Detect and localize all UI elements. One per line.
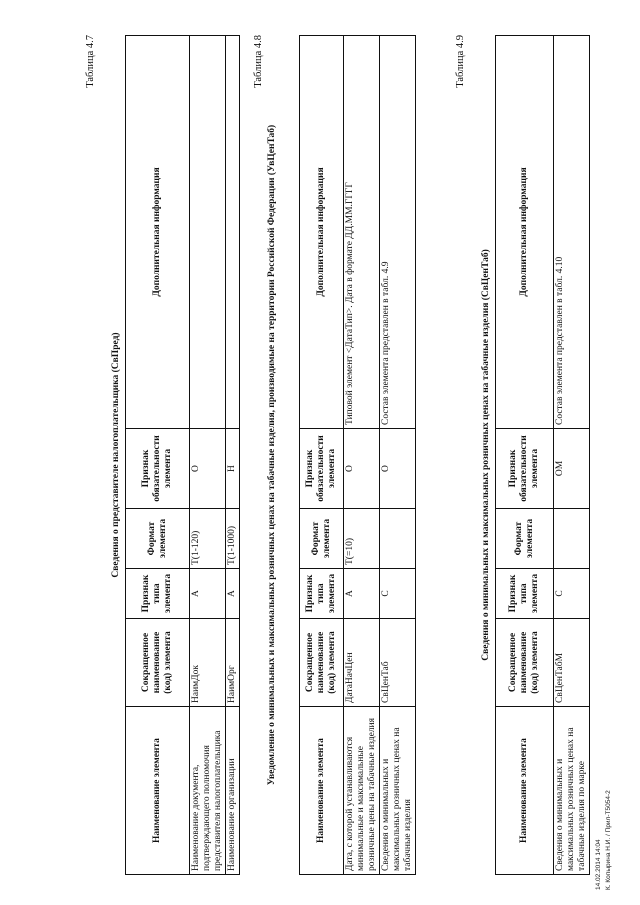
table-4-9-block xyxy=(455,35,605,875)
col-header: Сокращенное наименование (код) элемента xyxy=(496,619,554,707)
table-label: Таблица 4.8 xyxy=(253,35,264,88)
cell-type: С xyxy=(379,569,415,619)
col-header: Наименование элемента xyxy=(126,707,190,875)
table-row xyxy=(554,36,590,875)
col-header: Сокращенное наименование (код) элемента xyxy=(300,619,344,707)
cell-info: Типовой элемент <ДатаТип>. Дата в формате ДД.ММ.ГГГГ xyxy=(344,36,380,429)
cell-type: С xyxy=(554,569,590,619)
margin-timestamp: 14.02.2014 14:04 xyxy=(595,839,602,890)
col-header: Признак обязательности элемента xyxy=(126,429,190,509)
table-row xyxy=(344,36,380,875)
col-header: Признак обязательности элемента xyxy=(496,429,554,509)
cell-name: Сведения о минимальных и максимальных розничных ценах на табачные изделия по марке xyxy=(554,707,590,875)
cell-type: А xyxy=(225,569,239,619)
rotated-content xyxy=(75,20,615,890)
cell-info xyxy=(190,36,226,429)
cell-info xyxy=(225,36,239,429)
cell-code: СвЦенТаб xyxy=(379,619,415,707)
col-header: Признак обязательности элемента xyxy=(300,429,344,509)
cell-code: НаимДок xyxy=(190,619,226,707)
cell-name: Наименование документа, подтверждающего полномочия представителя налогоплательщика xyxy=(190,707,226,875)
cell-type: А xyxy=(190,569,226,619)
cell-required: ОМ xyxy=(554,429,590,509)
cell-code: НаимОрг xyxy=(225,619,239,707)
table-title: Уведомление о минимальных и максимальных розничных ценах на табачные изделия, производимые на территории Российской Федерации (УвЦенТаб) xyxy=(267,124,277,786)
cell-required: О xyxy=(344,429,380,509)
col-header: Наименование элемента xyxy=(496,707,554,875)
table-row xyxy=(225,36,239,875)
cell-format: Т(1-120) xyxy=(190,509,226,569)
cell-name: Наименование организации xyxy=(225,707,239,875)
table-title: Сведения о минимальных и максимальных розничных ценах на табачные изделия (СвЦенТаб) xyxy=(481,249,491,661)
table-header-row xyxy=(496,36,554,875)
cell-type: А xyxy=(344,569,380,619)
cell-format: Т(1-1000) xyxy=(225,509,239,569)
table-header-row xyxy=(126,36,190,875)
cell-required: О xyxy=(379,429,415,509)
cell-required: Н xyxy=(225,429,239,509)
col-header: Формат элемента xyxy=(300,509,344,569)
table-title: Сведения о представителе налогоплательщика (СвПред) xyxy=(111,332,121,578)
table-row xyxy=(190,36,226,875)
col-header: Признак типа элемента xyxy=(300,569,344,619)
col-header: Дополнительная информация xyxy=(300,36,344,429)
table-4-8 xyxy=(299,35,416,875)
table-4-8-block xyxy=(247,35,437,875)
col-header: Признак типа элемента xyxy=(126,569,190,619)
cell-format xyxy=(379,509,415,569)
cell-info: Состав элемента представлен в табл. 4.9 xyxy=(379,36,415,429)
table-label: Таблица 4.7 xyxy=(85,35,96,88)
table-row xyxy=(379,36,415,875)
col-header: Формат элемента xyxy=(496,509,554,569)
col-header: Дополнительная информация xyxy=(496,36,554,429)
table-4-7-block xyxy=(83,35,243,875)
table-header-row xyxy=(300,36,344,875)
margin-document-id: К. Копырина Н.И. / Прил-Т5054-2 xyxy=(605,790,612,890)
cell-format: T(=10) xyxy=(344,509,380,569)
table-4-7 xyxy=(125,35,240,875)
col-header: Формат элемента xyxy=(126,509,190,569)
col-header: Признак типа элемента xyxy=(496,569,554,619)
cell-info: Состав элемента представлен в табл. 4.10 xyxy=(554,36,590,429)
col-header: Дополнительная информация xyxy=(126,36,190,429)
cell-required: О xyxy=(190,429,226,509)
cell-format xyxy=(554,509,590,569)
cell-code: ДатаНачЦен xyxy=(344,619,380,707)
cell-name: Сведения о минимальных и максимальных розничных ценах на табачные изделия xyxy=(379,707,415,875)
table-label: Таблица 4.9 xyxy=(455,35,466,88)
table-4-9 xyxy=(495,35,590,875)
col-header: Наименование элемента xyxy=(300,707,344,875)
cell-code: СвЦенТабМ xyxy=(554,619,590,707)
cell-name: Дата, с которой устанавливаются минимальные и максимальные розничные цены на табачные изделия xyxy=(344,707,380,875)
col-header: Сокращенное наименование (код) элемента xyxy=(126,619,190,707)
